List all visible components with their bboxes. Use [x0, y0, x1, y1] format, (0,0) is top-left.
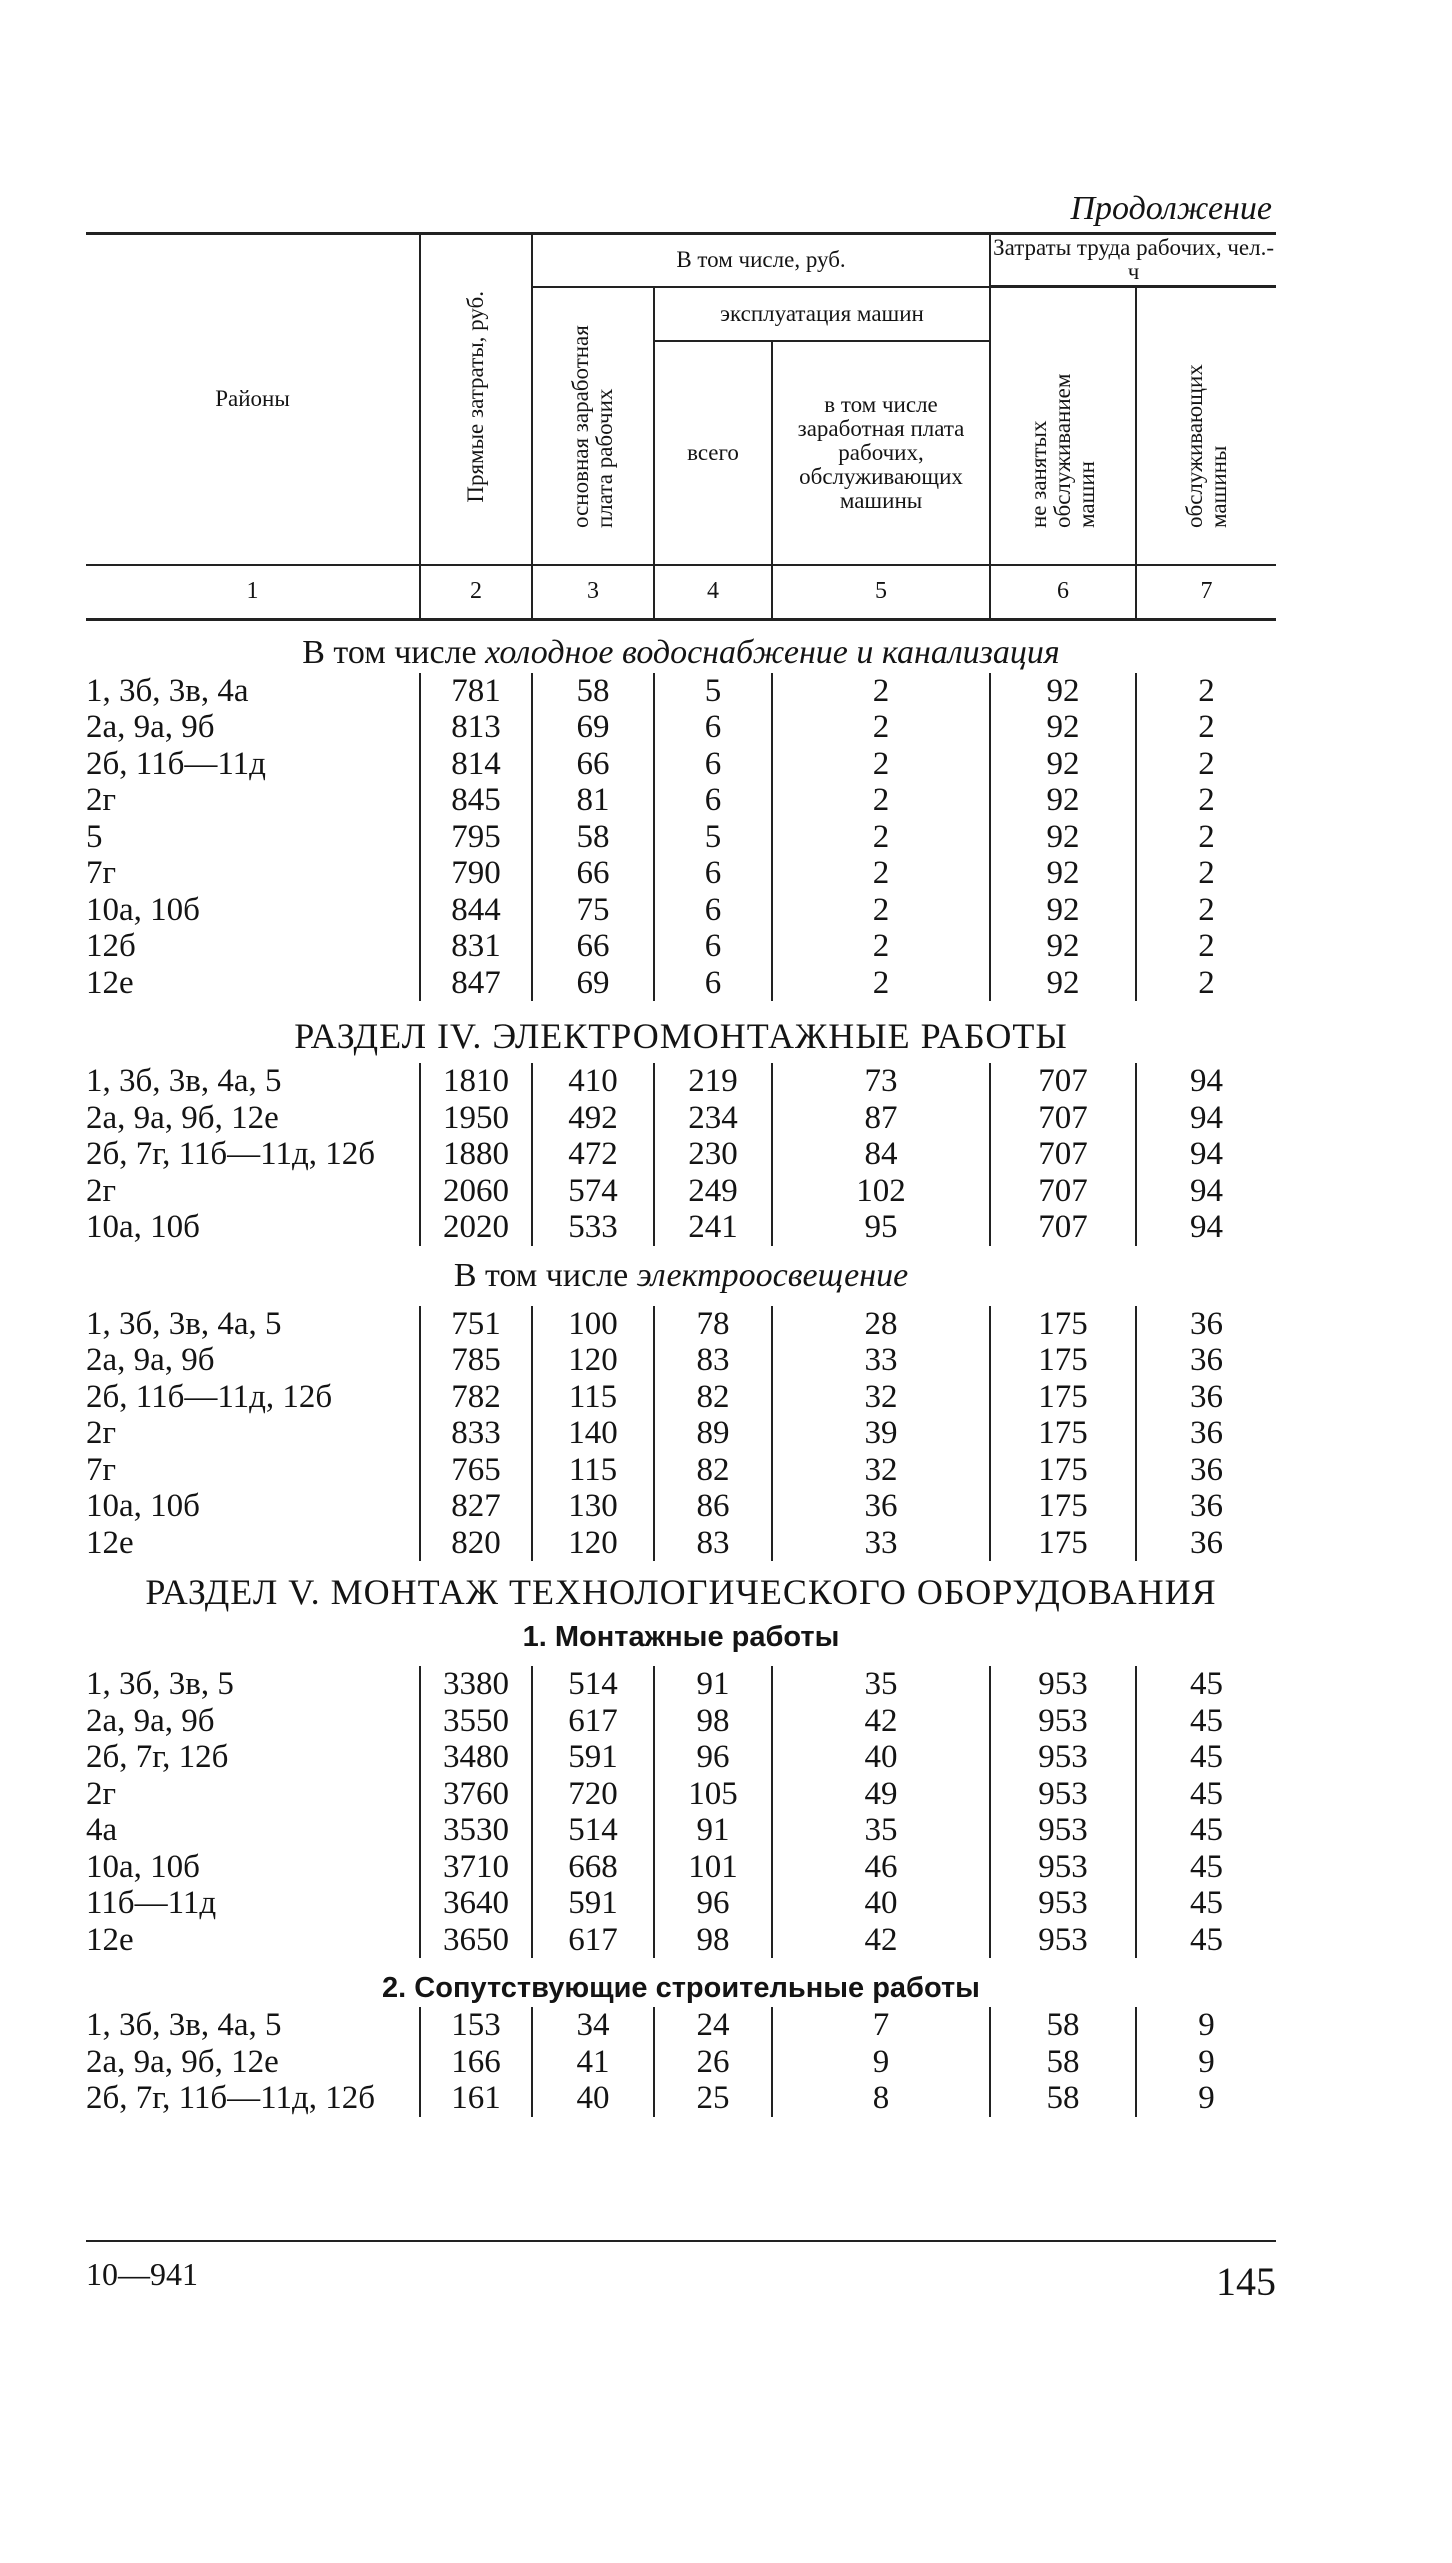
region-cell: 2а, 9а, 9б — [86, 709, 215, 745]
value-cell: 35 — [772, 1812, 990, 1849]
value-cell: 785 — [420, 1342, 532, 1379]
continued-label: Продолжение — [1070, 190, 1272, 227]
value-cell: 3760 — [420, 1776, 532, 1813]
value-cell: 6 — [654, 855, 772, 892]
region-cell: 2б, 11б—11д — [86, 745, 266, 782]
value-cell: 2 — [1136, 819, 1276, 856]
header-regions: Районы — [215, 386, 290, 412]
value-cell: 92 — [990, 746, 1136, 783]
section-heading-lighting: В том числе электроосвещение — [453, 1256, 909, 1294]
value-cell: 6 — [654, 892, 772, 929]
value-cell: 91 — [654, 1812, 772, 1849]
table-row — [86, 1209, 1276, 1246]
value-cell: 219 — [654, 1063, 772, 1100]
value-cell: 2 — [1136, 892, 1276, 929]
col-number: 6 — [990, 565, 1136, 620]
column-numbers-row — [86, 565, 1276, 620]
value-cell: 3640 — [420, 1885, 532, 1922]
header-serving: обслуживающих машины — [1136, 287, 1276, 565]
value-cell: 953 — [990, 1739, 1136, 1776]
col-number: 5 — [772, 565, 990, 620]
header-wages: основная заработная плата рабочих — [532, 287, 654, 565]
header-not-serving: не занятых обслуживанием машин — [990, 287, 1136, 565]
region-cell: 12е — [86, 1921, 134, 1958]
value-cell: 781 — [420, 673, 532, 710]
value-cell: 844 — [420, 892, 532, 929]
table-row — [86, 782, 1276, 819]
document-page — [86, 190, 1276, 2117]
region-cell: 2а, 9а, 9б — [86, 1342, 215, 1378]
value-cell: 42 — [772, 1703, 990, 1740]
value-cell: 3650 — [420, 1922, 532, 1959]
value-cell: 3530 — [420, 1812, 532, 1849]
value-cell: 166 — [420, 2044, 532, 2081]
value-cell: 91 — [654, 1666, 772, 1703]
value-cell: 790 — [420, 855, 532, 892]
value-cell: 514 — [532, 1666, 654, 1703]
value-cell: 533 — [532, 1209, 654, 1246]
value-cell: 120 — [532, 1525, 654, 1562]
value-cell: 82 — [654, 1452, 772, 1489]
value-cell: 175 — [990, 1342, 1136, 1379]
table-row — [86, 1703, 1276, 1740]
value-cell: 814 — [420, 746, 532, 783]
value-cell: 84 — [772, 1136, 990, 1173]
value-cell: 707 — [990, 1173, 1136, 1210]
value-cell: 25 — [654, 2080, 772, 2117]
value-cell: 94 — [1136, 1209, 1276, 1246]
value-cell: 101 — [654, 1849, 772, 1886]
value-cell: 24 — [654, 2007, 772, 2044]
value-cell: 175 — [990, 1306, 1136, 1343]
table-row — [86, 965, 1276, 1002]
value-cell: 720 — [532, 1776, 654, 1813]
value-cell: 95 — [772, 1209, 990, 1246]
value-cell: 953 — [990, 1812, 1136, 1849]
value-cell: 2 — [772, 855, 990, 892]
value-cell: 9 — [772, 2044, 990, 2081]
value-cell: 2 — [772, 782, 990, 819]
region-cell: 10а, 10б — [86, 1488, 200, 1524]
region-cell: 12е — [86, 1524, 134, 1561]
value-cell: 81 — [532, 782, 654, 819]
value-cell: 73 — [772, 1063, 990, 1100]
value-cell: 2 — [1136, 782, 1276, 819]
value-cell: 6 — [654, 965, 772, 1002]
value-cell: 153 — [420, 2007, 532, 2044]
value-cell: 953 — [990, 1776, 1136, 1813]
table-row — [86, 1342, 1276, 1379]
table-row — [86, 819, 1276, 856]
value-cell: 591 — [532, 1739, 654, 1776]
region-cell: 1, 3б, 3в, 5 — [86, 1666, 234, 1702]
value-cell: 36 — [1136, 1379, 1276, 1416]
value-cell: 953 — [990, 1922, 1136, 1959]
value-cell: 2 — [772, 928, 990, 965]
value-cell: 89 — [654, 1415, 772, 1452]
value-cell: 40 — [772, 1739, 990, 1776]
value-cell: 230 — [654, 1136, 772, 1173]
value-cell: 94 — [1136, 1063, 1276, 1100]
value-cell: 3550 — [420, 1703, 532, 1740]
region-cell: 12б — [86, 928, 136, 964]
print-code: 10—941 — [86, 2256, 198, 2292]
value-cell: 120 — [532, 1342, 654, 1379]
header-direct-costs: Прямые затраты, руб. — [420, 234, 532, 565]
value-cell: 102 — [772, 1173, 990, 1210]
value-cell: 249 — [654, 1173, 772, 1210]
value-cell: 39 — [772, 1415, 990, 1452]
value-cell: 82 — [654, 1379, 772, 1416]
value-cell: 1950 — [420, 1100, 532, 1137]
value-cell: 2 — [772, 709, 990, 746]
value-cell: 36 — [772, 1488, 990, 1525]
value-cell: 32 — [772, 1452, 990, 1489]
value-cell: 33 — [772, 1525, 990, 1562]
value-cell: 3380 — [420, 1666, 532, 1703]
value-cell: 234 — [654, 1100, 772, 1137]
value-cell: 241 — [654, 1209, 772, 1246]
region-cell: 10а, 10б — [86, 1848, 200, 1885]
region-cell: 10а, 10б — [86, 1209, 200, 1245]
region-cell: 2б, 7г, 11б—11д, 12б — [86, 2080, 376, 2116]
value-cell: 34 — [532, 2007, 654, 2044]
value-cell: 1880 — [420, 1136, 532, 1173]
value-cell: 5 — [654, 673, 772, 710]
table-row — [86, 928, 1276, 965]
value-cell: 2060 — [420, 1173, 532, 1210]
section-heading-water: В том числе холодное водоснабжение и канализация — [302, 633, 1060, 671]
value-cell: 75 — [532, 892, 654, 929]
value-cell: 94 — [1136, 1100, 1276, 1137]
col-number: 7 — [1136, 565, 1276, 620]
value-cell: 813 — [420, 709, 532, 746]
col-number: 1 — [86, 565, 420, 620]
value-cell: 41 — [532, 2044, 654, 2081]
value-cell: 410 — [532, 1063, 654, 1100]
value-cell: 98 — [654, 1922, 772, 1959]
value-cell: 58 — [990, 2007, 1136, 2044]
value-cell: 820 — [420, 1525, 532, 1562]
region-cell: 11б—11д — [86, 1885, 217, 1921]
value-cell: 45 — [1136, 1739, 1276, 1776]
value-cell: 78 — [654, 1306, 772, 1343]
value-cell: 92 — [990, 892, 1136, 929]
value-cell: 953 — [990, 1849, 1136, 1886]
value-cell: 492 — [532, 1100, 654, 1137]
header-machine-wages: в том числе заработная плата рабочих, обслуживающих машины — [772, 341, 990, 565]
value-cell: 831 — [420, 928, 532, 965]
value-cell: 66 — [532, 855, 654, 892]
region-cell: 5 — [86, 818, 103, 855]
value-cell: 66 — [532, 746, 654, 783]
section-heading-electrical: РАЗДЕЛ IV. ЭЛЕКТРОМОНТАЖНЫЕ РАБОТЫ — [294, 1016, 1068, 1056]
value-cell: 5 — [654, 819, 772, 856]
value-cell: 175 — [990, 1488, 1136, 1525]
col-number: 2 — [420, 565, 532, 620]
subsection-heading-installation: 1. Монтажные работы — [522, 1621, 840, 1653]
value-cell: 2 — [1136, 746, 1276, 783]
table-row — [86, 1173, 1276, 1210]
table-row — [86, 1885, 1276, 1922]
header-machine-operation: эксплуатация машин — [654, 287, 990, 341]
table-row — [86, 1452, 1276, 1489]
region-cell: 1, 3б, 3в, 4а, 5 — [86, 2007, 282, 2043]
value-cell: 45 — [1136, 1666, 1276, 1703]
value-cell: 92 — [990, 928, 1136, 965]
value-cell: 6 — [654, 746, 772, 783]
table-row — [86, 1776, 1276, 1813]
data-table-electrical — [86, 1063, 1276, 1246]
value-cell: 2 — [1136, 928, 1276, 965]
col-number: 3 — [532, 565, 654, 620]
value-cell: 96 — [654, 1885, 772, 1922]
value-cell: 83 — [654, 1525, 772, 1562]
value-cell: 847 — [420, 965, 532, 1002]
value-cell: 130 — [532, 1488, 654, 1525]
value-cell: 36 — [1136, 1415, 1276, 1452]
value-cell: 953 — [990, 1666, 1136, 1703]
value-cell: 45 — [1136, 1776, 1276, 1813]
table-row — [86, 673, 1276, 710]
value-cell: 96 — [654, 1739, 772, 1776]
value-cell: 42 — [772, 1922, 990, 1959]
value-cell: 707 — [990, 1209, 1136, 1246]
value-cell: 175 — [990, 1415, 1136, 1452]
value-cell: 827 — [420, 1488, 532, 1525]
region-cell: 2б, 7г, 12б — [86, 1739, 229, 1775]
region-cell: 7г — [86, 1451, 117, 1488]
value-cell: 8 — [772, 2080, 990, 2117]
page-number: 145 — [1216, 2259, 1276, 2304]
value-cell: 175 — [990, 1452, 1136, 1489]
value-cell: 2 — [772, 673, 990, 710]
value-cell: 28 — [772, 1306, 990, 1343]
value-cell: 58 — [990, 2080, 1136, 2117]
table-header — [86, 232, 1276, 621]
value-cell: 6 — [654, 709, 772, 746]
value-cell: 45 — [1136, 1849, 1276, 1886]
value-cell: 795 — [420, 819, 532, 856]
value-cell: 36 — [1136, 1452, 1276, 1489]
value-cell: 2 — [1136, 855, 1276, 892]
table-row — [86, 1739, 1276, 1776]
value-cell: 46 — [772, 1849, 990, 1886]
region-cell: 10а, 10б — [86, 891, 200, 928]
table-row — [86, 2044, 1276, 2081]
value-cell: 765 — [420, 1452, 532, 1489]
value-cell: 140 — [532, 1415, 654, 1452]
table-row — [86, 1812, 1276, 1849]
value-cell: 92 — [990, 819, 1136, 856]
table-row — [86, 1063, 1276, 1100]
value-cell: 1810 — [420, 1063, 532, 1100]
value-cell: 92 — [990, 673, 1136, 710]
value-cell: 92 — [990, 855, 1136, 892]
value-cell: 9 — [1136, 2080, 1276, 2117]
table-row — [86, 1306, 1276, 1343]
value-cell: 707 — [990, 1136, 1136, 1173]
header-including-rub: В том числе, руб. — [532, 234, 990, 287]
table-row — [86, 1415, 1276, 1452]
value-cell: 514 — [532, 1812, 654, 1849]
table-row — [86, 1849, 1276, 1886]
table-row — [86, 1922, 1276, 1959]
value-cell: 6 — [654, 928, 772, 965]
value-cell: 66 — [532, 928, 654, 965]
value-cell: 9 — [1136, 2044, 1276, 2081]
value-cell: 2 — [772, 746, 990, 783]
value-cell: 845 — [420, 782, 532, 819]
region-cell: 2а, 9а, 9б — [86, 1702, 215, 1739]
value-cell: 45 — [1136, 1885, 1276, 1922]
value-cell: 36 — [1136, 1306, 1276, 1343]
value-cell: 58 — [990, 2044, 1136, 2081]
value-cell: 3480 — [420, 1739, 532, 1776]
region-cell: 2г — [86, 1172, 117, 1209]
value-cell: 833 — [420, 1415, 532, 1452]
page-footer — [86, 2240, 1276, 2304]
value-cell: 69 — [532, 709, 654, 746]
value-cell: 2 — [772, 965, 990, 1002]
value-cell: 668 — [532, 1849, 654, 1886]
value-cell: 26 — [654, 2044, 772, 2081]
region-cell: 12е — [86, 964, 134, 1001]
region-cell: 2г — [86, 1775, 117, 1812]
value-cell: 2 — [1136, 673, 1276, 710]
value-cell: 83 — [654, 1342, 772, 1379]
region-cell: 2б, 7г, 11б—11д, 12б — [86, 1136, 376, 1172]
value-cell: 175 — [990, 1379, 1136, 1416]
data-table-water — [86, 673, 1276, 1002]
value-cell: 175 — [990, 1525, 1136, 1562]
header-labor-costs: Затраты труда рабочих, чел.-ч — [990, 234, 1276, 287]
value-cell: 751 — [420, 1306, 532, 1343]
value-cell: 115 — [532, 1452, 654, 1489]
section-heading-equipment: РАЗДЕЛ V. МОНТАЖ ТЕХНОЛОГИЧЕСКОГО ОБОРУДОВАНИЯ — [145, 1572, 1217, 1612]
value-cell: 45 — [1136, 1812, 1276, 1849]
value-cell: 2 — [772, 819, 990, 856]
table-row — [86, 709, 1276, 746]
value-cell: 92 — [990, 782, 1136, 819]
region-cell: 2б, 11б—11д, 12б — [86, 1378, 333, 1415]
value-cell: 40 — [532, 2080, 654, 2117]
subsection-heading-construction: 2. Сопутствующие строительные работы — [382, 1972, 980, 2004]
value-cell: 953 — [990, 1703, 1136, 1740]
data-table-installation — [86, 1666, 1276, 1958]
value-cell: 2 — [772, 892, 990, 929]
col-number: 4 — [654, 565, 772, 620]
value-cell: 105 — [654, 1776, 772, 1813]
value-cell: 617 — [532, 1922, 654, 1959]
table-row — [86, 855, 1276, 892]
value-cell: 2020 — [420, 1209, 532, 1246]
value-cell: 35 — [772, 1666, 990, 1703]
value-cell: 94 — [1136, 1136, 1276, 1173]
value-cell: 36 — [1136, 1488, 1276, 1525]
value-cell: 591 — [532, 1885, 654, 1922]
value-cell: 36 — [1136, 1342, 1276, 1379]
value-cell: 161 — [420, 2080, 532, 2117]
value-cell: 707 — [990, 1063, 1136, 1100]
value-cell: 92 — [990, 709, 1136, 746]
table-row — [86, 1666, 1276, 1703]
value-cell: 953 — [990, 1885, 1136, 1922]
region-cell: 2а, 9а, 9б, 12е — [86, 1099, 279, 1136]
data-table-construction — [86, 2007, 1276, 2117]
value-cell: 49 — [772, 1776, 990, 1813]
value-cell: 94 — [1136, 1173, 1276, 1210]
region-cell: 2а, 9а, 9б, 12е — [86, 2043, 279, 2080]
region-cell: 1, 3б, 3в, 4а — [86, 672, 249, 709]
value-cell: 3710 — [420, 1849, 532, 1886]
value-cell: 2 — [1136, 709, 1276, 746]
value-cell: 98 — [654, 1703, 772, 1740]
value-cell: 40 — [772, 1885, 990, 1922]
table-row — [86, 1379, 1276, 1416]
data-table-lighting — [86, 1306, 1276, 1562]
value-cell: 69 — [532, 965, 654, 1002]
value-cell: 100 — [532, 1306, 654, 1343]
value-cell: 6 — [654, 782, 772, 819]
value-cell: 32 — [772, 1379, 990, 1416]
value-cell: 92 — [990, 965, 1136, 1002]
value-cell: 58 — [532, 819, 654, 856]
table-row — [86, 2080, 1276, 2117]
region-cell: 2г — [86, 1415, 117, 1451]
table-row — [86, 1136, 1276, 1173]
value-cell: 7 — [772, 2007, 990, 2044]
value-cell: 617 — [532, 1703, 654, 1740]
region-cell: 1, 3б, 3в, 4а, 5 — [86, 1063, 282, 1099]
region-cell: 2г — [86, 782, 117, 818]
table-row — [86, 892, 1276, 929]
value-cell: 782 — [420, 1379, 532, 1416]
value-cell: 707 — [990, 1100, 1136, 1137]
value-cell: 472 — [532, 1136, 654, 1173]
value-cell: 9 — [1136, 2007, 1276, 2044]
value-cell: 33 — [772, 1342, 990, 1379]
value-cell: 574 — [532, 1173, 654, 1210]
value-cell: 58 — [532, 673, 654, 710]
value-cell: 36 — [1136, 1525, 1276, 1562]
value-cell: 45 — [1136, 1922, 1276, 1959]
value-cell: 115 — [532, 1379, 654, 1416]
header-total: всего — [654, 341, 772, 565]
table-row — [86, 746, 1276, 783]
value-cell: 2 — [1136, 965, 1276, 1002]
value-cell: 45 — [1136, 1703, 1276, 1740]
value-cell: 87 — [772, 1100, 990, 1137]
table-row — [86, 2007, 1276, 2044]
table-row — [86, 1100, 1276, 1137]
region-cell: 7г — [86, 855, 117, 891]
region-cell: 4а — [86, 1812, 118, 1848]
region-cell: 1, 3б, 3в, 4а, 5 — [86, 1305, 282, 1342]
value-cell: 86 — [654, 1488, 772, 1525]
table-row — [86, 1488, 1276, 1525]
table-row — [86, 1525, 1276, 1562]
